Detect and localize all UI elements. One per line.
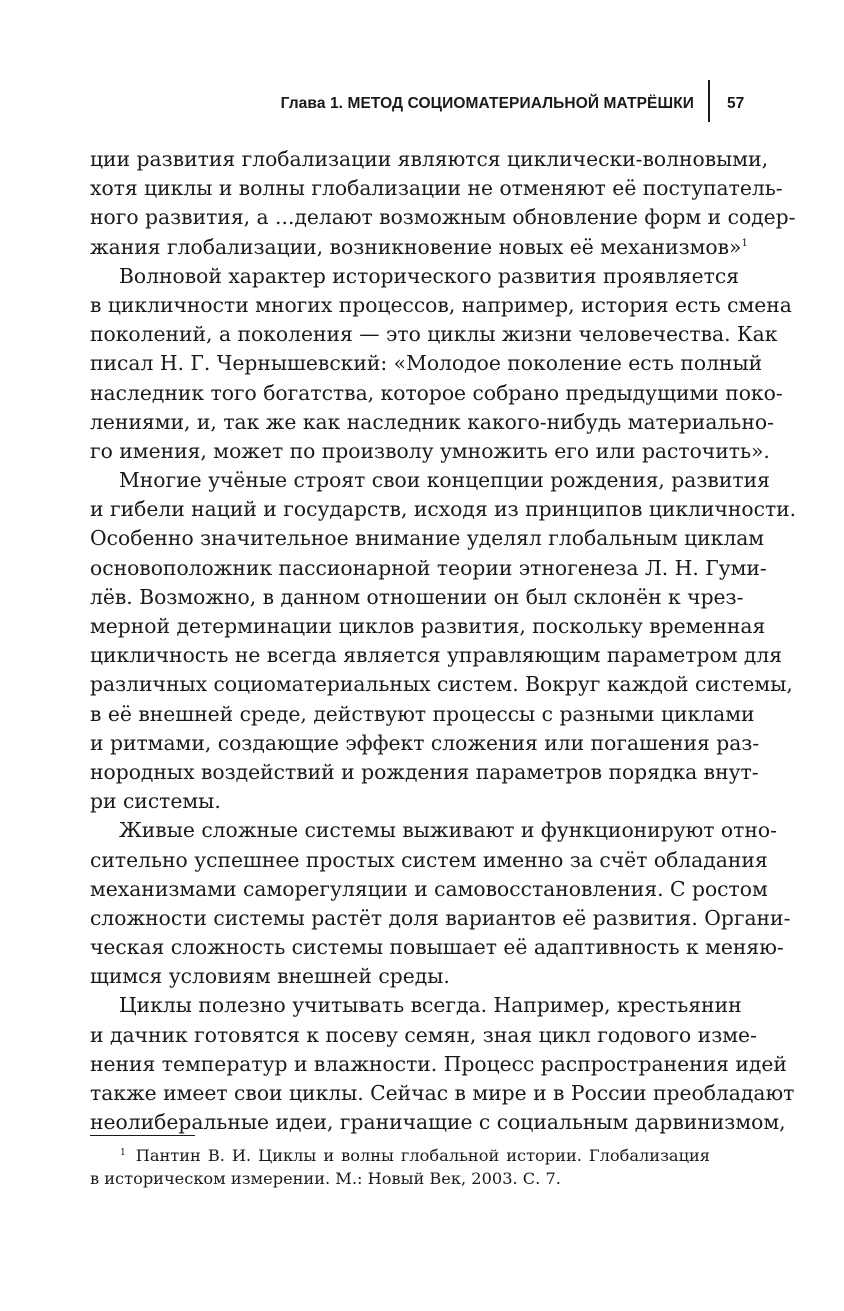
text-line: хотя циклы и волны глобализации не отменяют её поступатель- bbox=[90, 176, 783, 201]
footnote-divider bbox=[90, 1135, 195, 1136]
text-line: в её внешней среде, действуют процессы с разными циклами bbox=[90, 701, 755, 726]
text-line: ного развития, а ...делают возможным обновление форм и содер- bbox=[90, 205, 796, 230]
text-line: нения температур и влажности. Процесс распространения идей bbox=[90, 1051, 787, 1076]
text-line: также имеет свои циклы. Сейчас в мире и в России преобладают bbox=[90, 1081, 795, 1105]
text-line: и дачник готовятся к посеву семян, зная цикл годового изме- bbox=[90, 1022, 757, 1047]
text-line: нородных воздействий и рождения параметров порядка внут- bbox=[90, 759, 759, 784]
text-line: Особенно значительное внимание уделял глобальным циклам bbox=[90, 526, 765, 551]
footnote-line: в историческом измерении. М.: Новый Век, 2003. С. 7. bbox=[90, 1169, 561, 1188]
footnote-reference[interactable]: 1 bbox=[741, 237, 748, 249]
paragraph bbox=[90, 145, 796, 262]
text-line: Циклы полезно учитывать всегда. Например, крестьянин bbox=[119, 993, 742, 1018]
footnote bbox=[90, 1142, 710, 1190]
text-line: различных социоматериальных систем. Вокруг каждой системы, bbox=[90, 672, 793, 697]
text-line: го имения, может по произволу умножить его или расточить». bbox=[90, 438, 770, 463]
text-line: наследник того богатства, которое собрано предыдущими поко- bbox=[90, 380, 783, 405]
text-line: мерной детерминации циклов развития, поскольку временная bbox=[90, 614, 766, 638]
main-text bbox=[90, 145, 797, 1137]
paragraph bbox=[90, 262, 792, 466]
text-line: в цикличности многих процессов, например, история есть смена bbox=[90, 292, 792, 317]
text-line: Волновой характер исторического развития проявляется bbox=[119, 263, 740, 288]
paragraph bbox=[90, 816, 791, 991]
running-head bbox=[0, 92, 844, 122]
text-line: основоположник пассионарной теории этногенеза Л. Н. Гуми- bbox=[90, 555, 767, 580]
footnote-line: Пантин В. И. Циклы и волны глобальной истории. Глобализация bbox=[135, 1146, 710, 1165]
text-line: механизмами саморегуляции и самовосстановления. С ростом bbox=[90, 876, 768, 901]
text-line: сложности системы растёт доля вариантов её развития. Органи- bbox=[90, 905, 791, 930]
chapter-title: Глава 1. МЕТОД СОЦИОМАТЕРИАЛЬНОЙ МАТРЁШКИ bbox=[280, 95, 694, 112]
paragraph bbox=[90, 466, 797, 816]
header-divider bbox=[708, 80, 710, 122]
text-line: поколений, а поколения — это циклы жизни человечества. Как bbox=[90, 322, 778, 347]
text-line: цикличность не всегда является управляющим параметром для bbox=[90, 643, 783, 668]
page-number: 57 bbox=[727, 95, 745, 112]
text-line: неолиберальные идеи, граничащие с социальным дарвинизмом, bbox=[90, 1110, 786, 1135]
text-line: писал Н. Г. Чернышевский: «Молодое поколение есть полный bbox=[90, 351, 763, 376]
footnote-marker: 1 bbox=[120, 1148, 126, 1158]
text-line: щимся условиям внешней среды. bbox=[90, 964, 450, 989]
text-line: и гибели наций и государств, исходя из принципов цикличности. bbox=[90, 497, 797, 522]
text-line: ри системы. bbox=[90, 789, 221, 814]
text-line: лёв. Возможно, в данном отношении он был склонён к чрез- bbox=[90, 584, 744, 609]
text-line: Многие учёные строят свои концепции рождения, развития bbox=[119, 468, 770, 493]
text-line: жания глобализации, возникновение новых её механизмов»$^1$ bbox=[90, 234, 748, 259]
paragraph bbox=[90, 991, 795, 1137]
text-line: сительно успешнее простых систем именно за счёт обладания bbox=[90, 847, 768, 872]
text-line: лениями, и, так же как наследник какого-нибудь материально- bbox=[90, 409, 774, 434]
text-line: ческая сложность системы повышает её адаптивность к меняю- bbox=[90, 935, 784, 960]
text-line: ции развития глобализации являются циклически-волновыми, bbox=[90, 147, 769, 171]
text-line: Живые сложные системы выживают и функционируют отно- bbox=[119, 818, 777, 843]
text-line: и ритмами, создающие эффект сложения или погашения раз- bbox=[90, 730, 760, 755]
